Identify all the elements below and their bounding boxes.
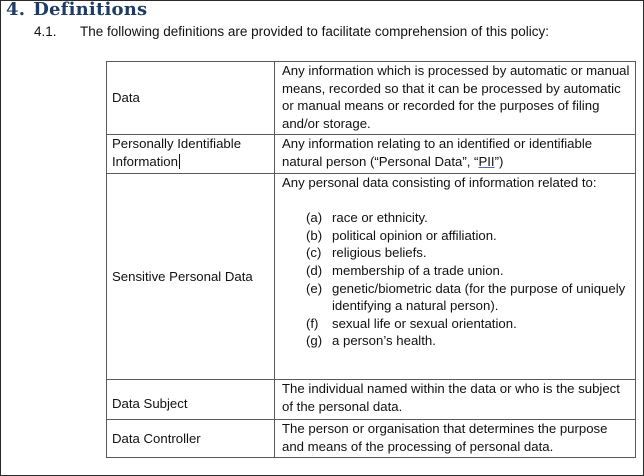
table-row (107, 420, 636, 458)
definition-text-end: ”) (494, 153, 504, 169)
term-cell: Data Controller (107, 420, 275, 458)
definition-cell: Any information which is processed by automatic or manual means, recorded so that it can be processed by automatic or manual means or recorded for the purposes of filing and/or storage. (275, 62, 636, 135)
list-item-text: genetic/biometric data (for the purpose of uniquely identifying a natural person). (332, 280, 626, 314)
term-text: Personally Identifiable Information (112, 136, 242, 169)
definitions-table (106, 61, 636, 458)
intro-paragraph (34, 24, 549, 39)
term-cell: Sensitive Personal Data (107, 174, 275, 380)
text-cursor (179, 154, 180, 169)
section-heading (6, 0, 147, 20)
list-item (306, 244, 631, 262)
list-item-text: sexual life or sexual orientation. (332, 315, 517, 331)
definition-cell: The individual named within the data or who is the subject of the personal data. (275, 380, 636, 420)
list-item-text: religious beliefs. (332, 245, 427, 261)
definition-intro: Any personal data consisting of information related to: (282, 175, 597, 190)
list-item-text: membership of a trade union. (332, 262, 504, 278)
list-item-text: race or ethnicity. (332, 210, 428, 226)
list-item (306, 209, 631, 227)
list-item-text: political opinion or affiliation. (332, 227, 497, 243)
intro-text: The following definitions are provided to facilitate comprehension of this policy: (80, 24, 550, 39)
list-item (306, 280, 631, 315)
list-marker: (c) (306, 245, 322, 261)
list-item (306, 332, 631, 350)
definition-cell (275, 174, 636, 380)
definition-cell (275, 135, 636, 174)
pii-abbreviation: PII (478, 153, 495, 169)
list-marker: (e) (306, 280, 323, 296)
table-row (107, 135, 636, 174)
clause-number: 4.1. (34, 24, 57, 39)
list-item-text: a person’s health. (332, 333, 436, 349)
term-cell: Data Subject (107, 380, 275, 420)
table-row (107, 174, 636, 380)
list-item (306, 315, 631, 333)
spacer (282, 192, 631, 210)
list-item (306, 262, 631, 280)
list-marker: (b) (306, 227, 323, 243)
table-row (107, 62, 636, 135)
list-marker: (g) (306, 333, 323, 349)
term-cell: Data (107, 62, 275, 135)
section-number: 4. (6, 0, 26, 20)
table-row (107, 380, 636, 420)
definition-text: Any information relating to an identified or identifiable natural person (“Personal Data”, “ (282, 136, 593, 169)
term-cell[interactable] (107, 135, 275, 174)
category-list (282, 209, 631, 350)
definition-cell: The person or organisation that determines the purpose and means of the processing of personal data. (275, 420, 636, 458)
section-title: Definitions (33, 0, 148, 20)
list-marker: (a) (306, 210, 323, 226)
list-marker: (f) (306, 315, 319, 331)
list-marker: (d) (306, 262, 323, 278)
list-item (306, 227, 631, 245)
